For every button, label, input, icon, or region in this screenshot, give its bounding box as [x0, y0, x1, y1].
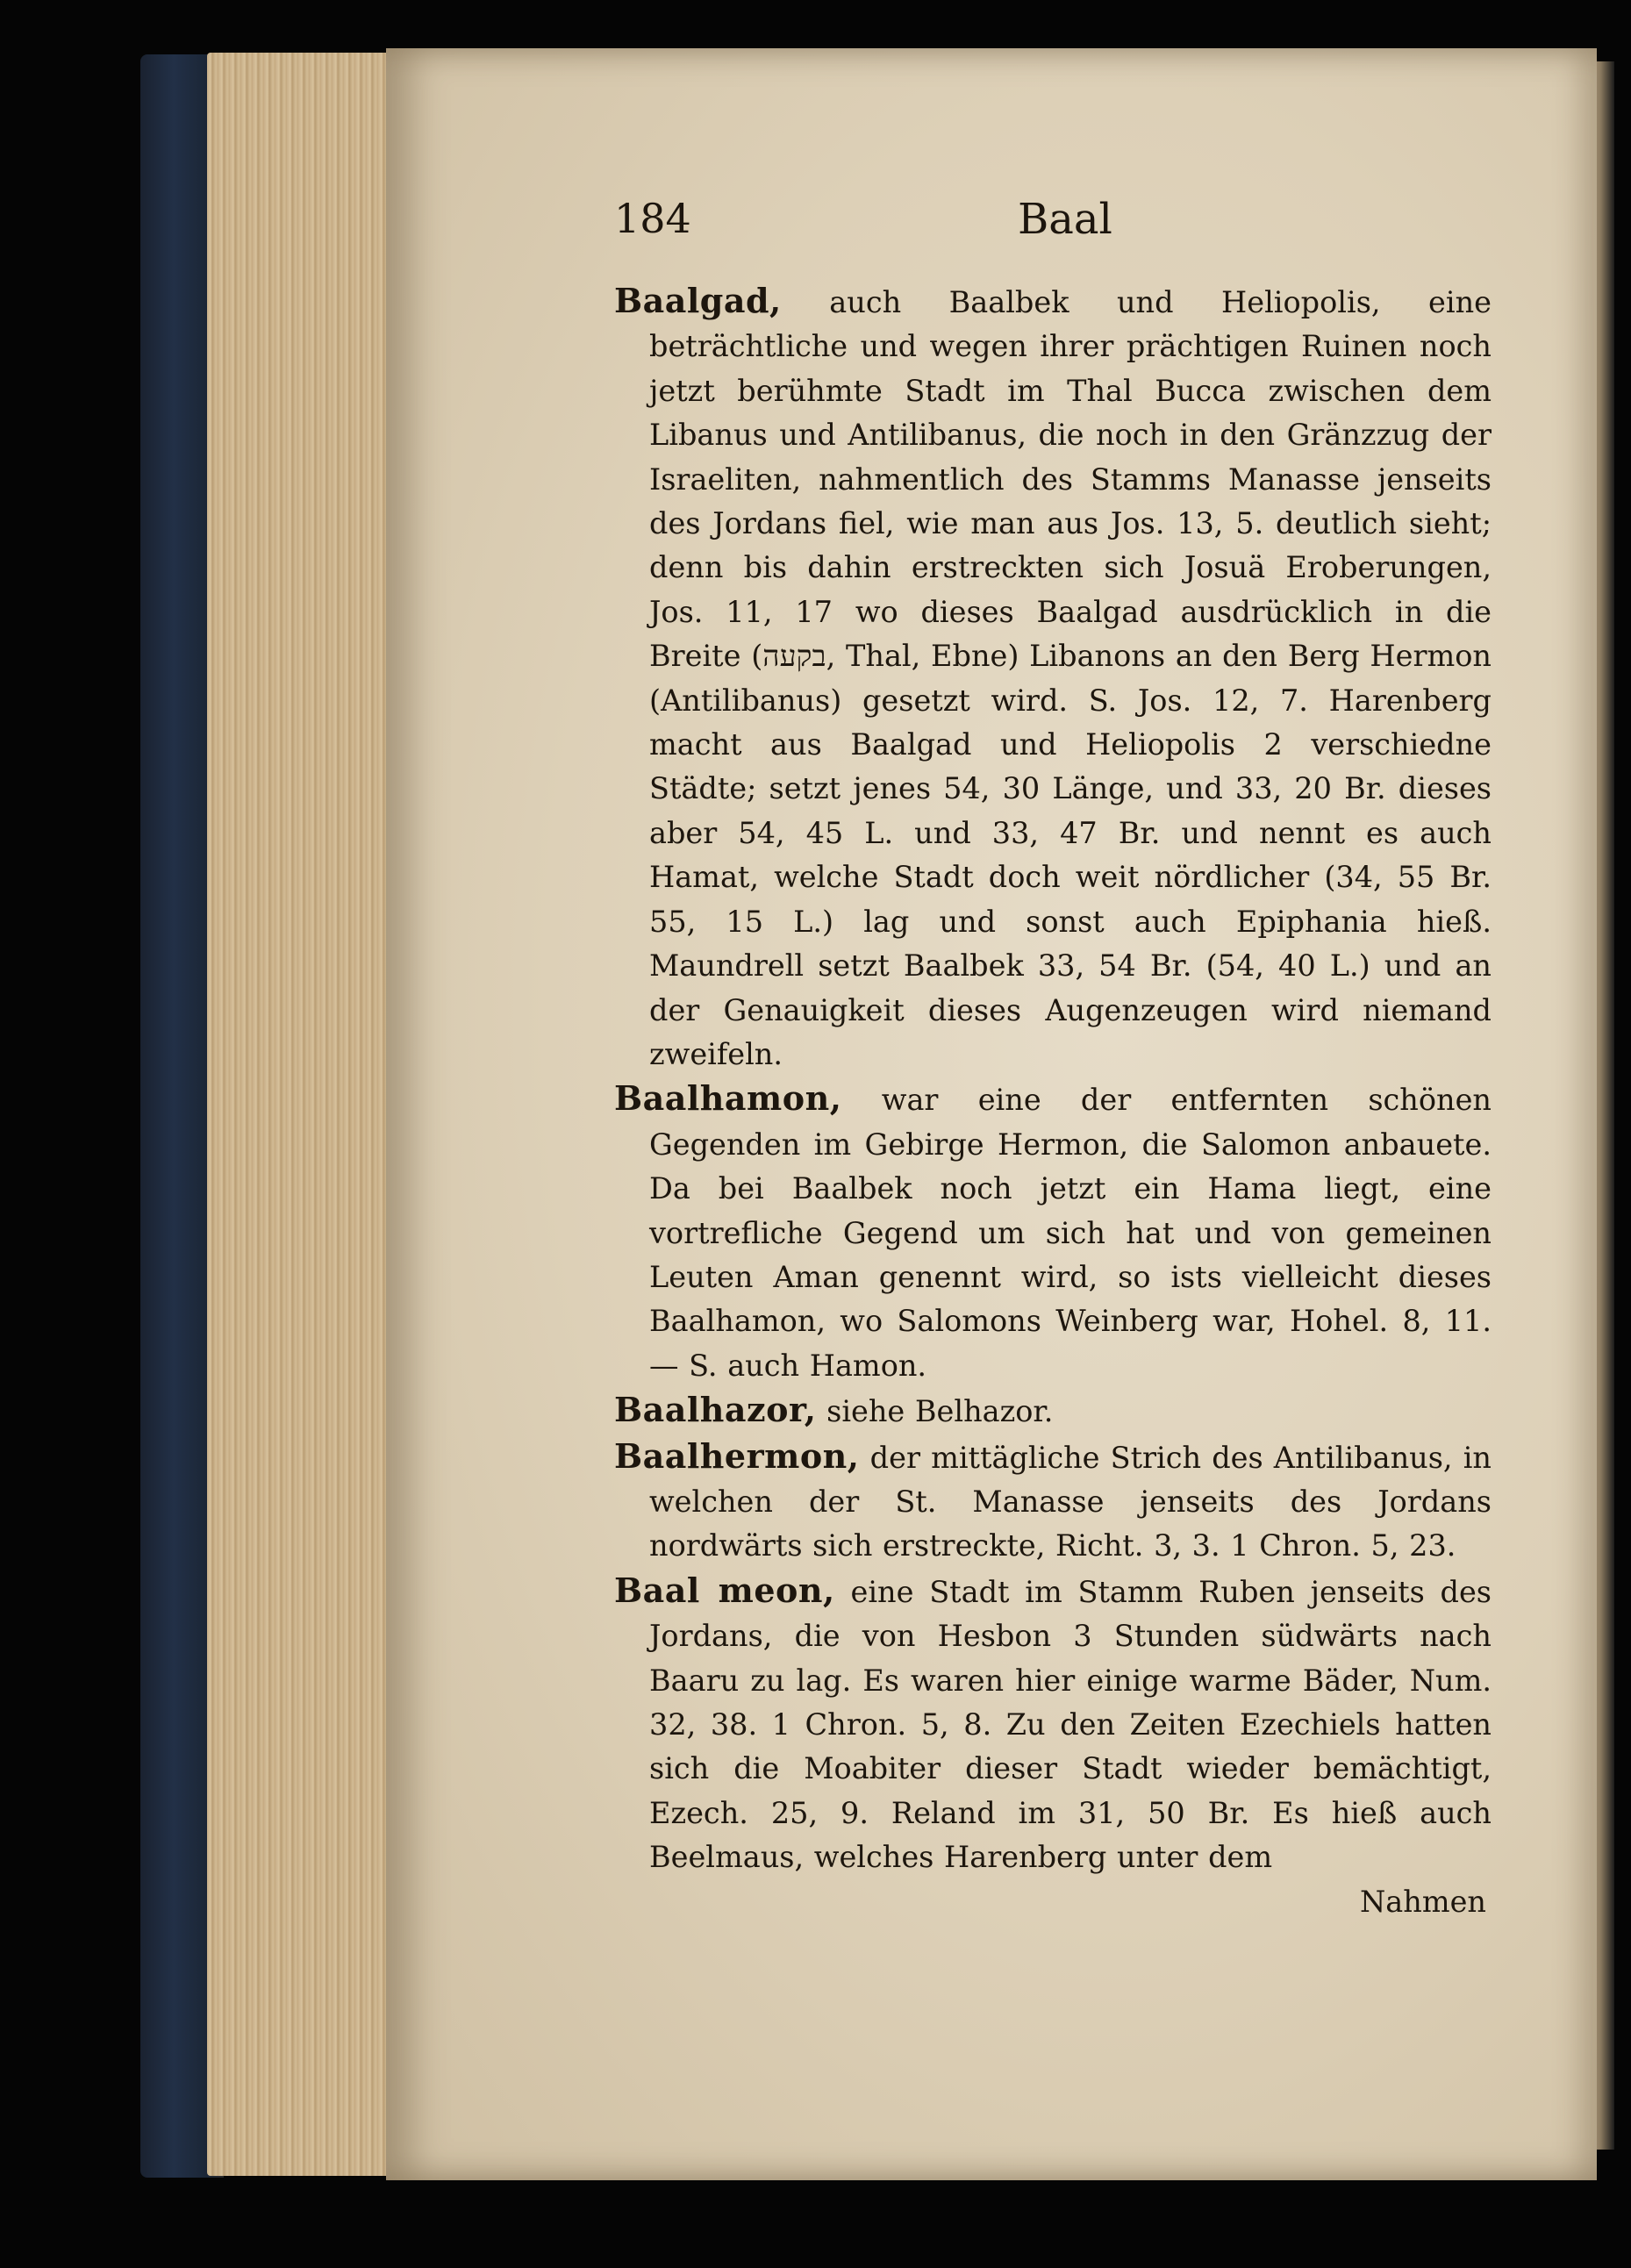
- text-block: [614, 279, 1492, 1924]
- entry-baalhazor: [614, 1388, 1492, 1434]
- entry-text: siehe Belhazor.: [826, 1394, 1054, 1429]
- entry-text: auch Baalbek und Heliopolis, eine beträchtliche und wegen ihrer prächtigen Ruinen noch jetzt berühmte Stadt im Thal Bucca zwischen dem Libanus und Antilibanus, die noch in den Gränzzug der Israeliten, nahmentlich des Stamms Manasse jenseits des Jordans fiel, wie man aus Jos. 13, 5. deutlich sieht; denn bis dahin erstreckten sich Josuä Eroberungen, Jos. 11, 17 wo dieses Baalgad ausdrücklich in die Breite (בקעה, Thal, Ebne) Libanons an den Berg Hermon (Antilibanus) gesetzt wird. S. Jos. 12, 7. Harenberg macht aus Baalgad und Heliopolis 2 verschiedne Städte; setzt jenes 54, 30 Länge, und 33, 20 Br. dieses aber 54, 45 L. und 33, 47 Br. und nennt es auch Hamat, welche Stadt doch weit nördlicher (34, 55 Br. 55, 15 L.) lag und sonst auch Epiphania hieß. Maundrell setzt Baalbek 33, 54 Br. (54, 40 L.) und an der Genauigkeit dieses Augenzeugen wird niemand zweifeln.: [649, 285, 1492, 1071]
- entry-lemma: Baalhazor,: [614, 1390, 817, 1430]
- entry-baalmeon: [614, 1569, 1492, 1880]
- entry-text: war eine der entfernten schönen Gegenden im Gebirge Hermon, die Salomon anbauete. Da bei Baalbek noch jetzt ein Hama liegt, eine vortrefliche Gegend um sich hat und von gemeinen Leuten Aman genennt wird, so ists vielleicht dieses Baalhamon, wo Salomons Weinberg war, Hohel. 8, 11. — S. auch Hamon.: [649, 1083, 1492, 1383]
- page-number: 184: [614, 195, 691, 242]
- entry-baalhermon: [614, 1434, 1492, 1569]
- entry-baalhamon: [614, 1077, 1492, 1388]
- entry-text: der mittägliche Strich des Antilibanus, in welchen der St. Manasse jenseits des Jordans nordwärts sich erstreckte, Richt. 3, 3. 1 Chron. 5, 23.: [649, 1440, 1492, 1563]
- entry-lemma: Baalhamon,: [614, 1078, 842, 1119]
- entry-baalgad: [614, 279, 1492, 1077]
- entry-text: eine Stadt im Stamm Ruben jenseits des Jordans, die von Hesbon 3 Stunden südwärts nach Baaru zu lag. Es waren hier einige warme Bäder, Num. 32, 38. 1 Chron. 5, 8. Zu den Zeiten Ezechiels hatten sich die Moabiter dieser Stadt wieder bemächtigt, Ezech. 25, 9. Reland im 31, 50 Br. Es hieß auch Beelmaus, welches Harenberg unter dem: [649, 1574, 1492, 1875]
- entry-lemma: Baalhermon,: [614, 1435, 860, 1476]
- entry-lemma: Baal meon,: [614, 1570, 835, 1610]
- catchword: Nahmen: [1359, 1884, 1486, 1919]
- page-header: [614, 195, 1492, 256]
- page-stack-edge: [207, 53, 396, 2176]
- running-head: Baal: [1018, 195, 1112, 244]
- entry-lemma: Baalgad,: [614, 281, 782, 320]
